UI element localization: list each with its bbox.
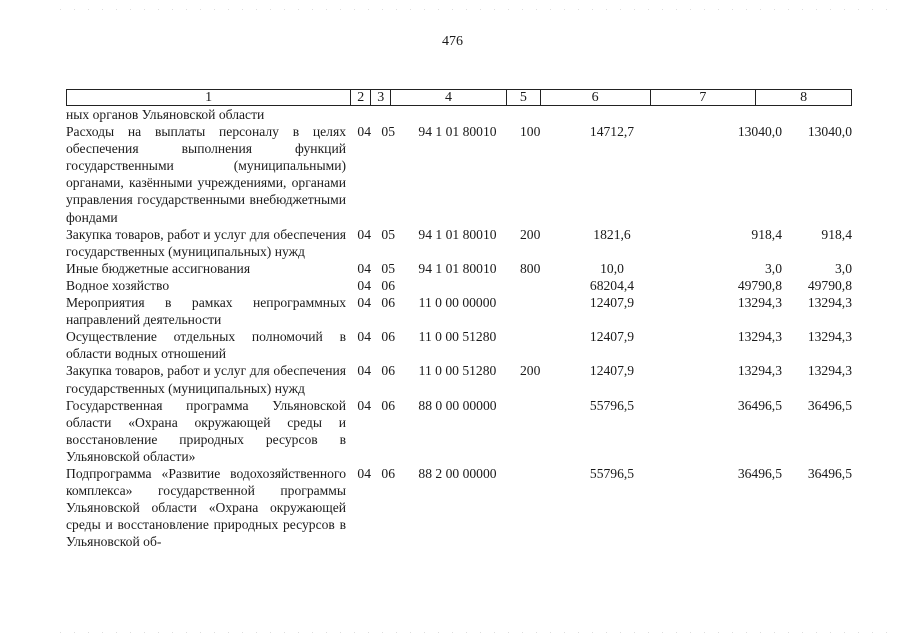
cell-type: 800 (520, 260, 541, 276)
cell-name: Закупка товаров, работ и услуг для обеспечения государственных (муниципальных) нужд (66, 363, 346, 396)
cell-v2: 918,4 (751, 226, 782, 242)
scan-artifact-bottom (60, 632, 890, 633)
cell-v1: 10,0 (600, 260, 624, 276)
cell-c2: 04 (357, 465, 371, 481)
cell-type (520, 106, 547, 123)
header-col-5: 5 (507, 90, 541, 105)
cell-c3: 06 (381, 277, 395, 293)
header-col-4: 4 (391, 90, 507, 105)
cell-c2: 04 (357, 226, 371, 242)
table-row (66, 277, 852, 294)
cell-v2: 13294,3 (737, 329, 782, 345)
cell-type (520, 294, 547, 328)
cell-c2: 04 (357, 397, 371, 413)
table-row (66, 106, 852, 123)
table-row (66, 260, 852, 277)
cell-v2: 36496,5 (737, 465, 782, 481)
cell-c3: 06 (381, 363, 395, 379)
cell-type (520, 277, 547, 294)
cell-v2: 13294,3 (737, 363, 782, 379)
cell-c3: 05 (381, 260, 395, 276)
cell-c3: 06 (381, 397, 395, 413)
table-row (66, 294, 852, 328)
header-col-1: 1 (67, 90, 351, 105)
cell-v3: 13294,3 (807, 295, 852, 311)
cell-v1: 55796,5 (589, 465, 635, 481)
table-row (66, 465, 852, 550)
table-header (66, 89, 852, 106)
cell-c2: 04 (357, 295, 371, 311)
table-row (66, 123, 852, 226)
cell-code: 94 1 01 80010 (418, 260, 497, 276)
cell-code: 94 1 01 80010 (418, 226, 497, 242)
cell-c2: 04 (357, 363, 371, 379)
scan-artifact-top (60, 9, 890, 10)
header-col-6: 6 (541, 90, 651, 105)
cell-c2: 04 (357, 124, 371, 140)
cell-v1: 12407,9 (589, 363, 635, 379)
cell-v1 (547, 106, 677, 123)
cell-name: Подпрограмма «Развитие водохозяйственного комплекса» государственной программы Ульяновской области «Охрана окружающей среды и восстановление природных ресурсов в Ульяновской об- (66, 465, 346, 550)
cell-v1: 14712,7 (589, 124, 635, 140)
cell-name: Государственная программа Ульяновской области «Охрана окружающей среды и восстановление природных ресурсов в Ульяновской области» (66, 397, 346, 464)
cell-name: ных органов Ульяновской области (66, 107, 265, 122)
cell-code: 11 0 00 51280 (418, 329, 497, 345)
cell-v3: 36496,5 (807, 397, 852, 413)
table-row (66, 226, 852, 260)
cell-v1: 55796,5 (589, 397, 635, 413)
table-row (66, 328, 852, 362)
cell-type (520, 397, 547, 465)
page-number: 476 (442, 34, 463, 49)
cell-v3: 918,4 (821, 226, 852, 242)
cell-c3: 06 (381, 329, 395, 345)
cell-c2: 04 (357, 260, 371, 276)
cell-v3: 49790,8 (807, 277, 852, 293)
cell-v1: 12407,9 (589, 295, 635, 311)
cell-name: Расходы на выплаты персоналу в целях обеспечения выполнения функций государственными (муниципальными) органами, казёнными учреждениями, органами управления государственными внебюджетными фондами (66, 124, 346, 225)
cell-c2: 04 (357, 277, 371, 293)
cell-v3 (782, 106, 852, 123)
cell-c3 (371, 106, 395, 123)
cell-type: 200 (520, 226, 541, 242)
cell-code: 11 0 00 51280 (418, 363, 497, 379)
cell-v3: 13040,0 (807, 124, 852, 140)
header-col-8: 8 (800, 90, 808, 105)
cell-v3: 13294,3 (807, 363, 852, 379)
cell-code (395, 277, 520, 294)
cell-v1: 68204,4 (589, 277, 635, 293)
table-row (66, 362, 852, 396)
cell-code: 11 0 00 00000 (418, 295, 497, 311)
cell-v2: 3,0 (765, 260, 782, 276)
cell-v2: 36496,5 (737, 397, 782, 413)
cell-v2 (677, 106, 782, 123)
cell-code: 88 0 00 00000 (418, 397, 497, 413)
cell-c2 (346, 106, 371, 123)
cell-v2: 49790,8 (737, 277, 782, 293)
cell-type: 100 (520, 124, 541, 140)
cell-type: 200 (520, 363, 541, 379)
cell-type (520, 328, 547, 362)
header-col-7: 7 (651, 90, 757, 105)
cell-name: Водное хозяйство (66, 277, 170, 293)
cell-c3: 05 (381, 124, 395, 140)
cell-type (520, 465, 547, 550)
cell-name: Закупка товаров, работ и услуг для обеспечения государственных (муниципальных) нужд (66, 226, 346, 259)
cell-name: Осуществление отдельных полномочий в области водных отношений (66, 329, 346, 362)
cell-v3: 13294,3 (807, 329, 852, 345)
cell-name: Иные бюджетные ассигнования (66, 260, 251, 276)
cell-v1: 1821,6 (593, 226, 631, 242)
cell-code: 94 1 01 80010 (418, 124, 497, 140)
table-row (66, 397, 852, 465)
cell-c3: 05 (381, 226, 395, 242)
cell-c3: 06 (381, 465, 395, 481)
cell-v2: 13040,0 (737, 124, 782, 140)
cell-v1: 12407,9 (589, 329, 635, 345)
header-col-2: 2 (351, 90, 371, 105)
cell-name: Мероприятия в рамках непрограммных направлений деятельности (66, 295, 346, 328)
table-body (66, 106, 852, 550)
cell-c2: 04 (357, 329, 371, 345)
cell-v3: 36496,5 (807, 465, 852, 481)
cell-code: 88 2 00 00000 (418, 465, 497, 481)
cell-c3: 06 (381, 295, 395, 311)
header-col-3: 3 (371, 90, 391, 105)
cell-v3: 3,0 (835, 260, 852, 276)
cell-code (395, 106, 520, 123)
cell-v2: 13294,3 (737, 295, 782, 311)
